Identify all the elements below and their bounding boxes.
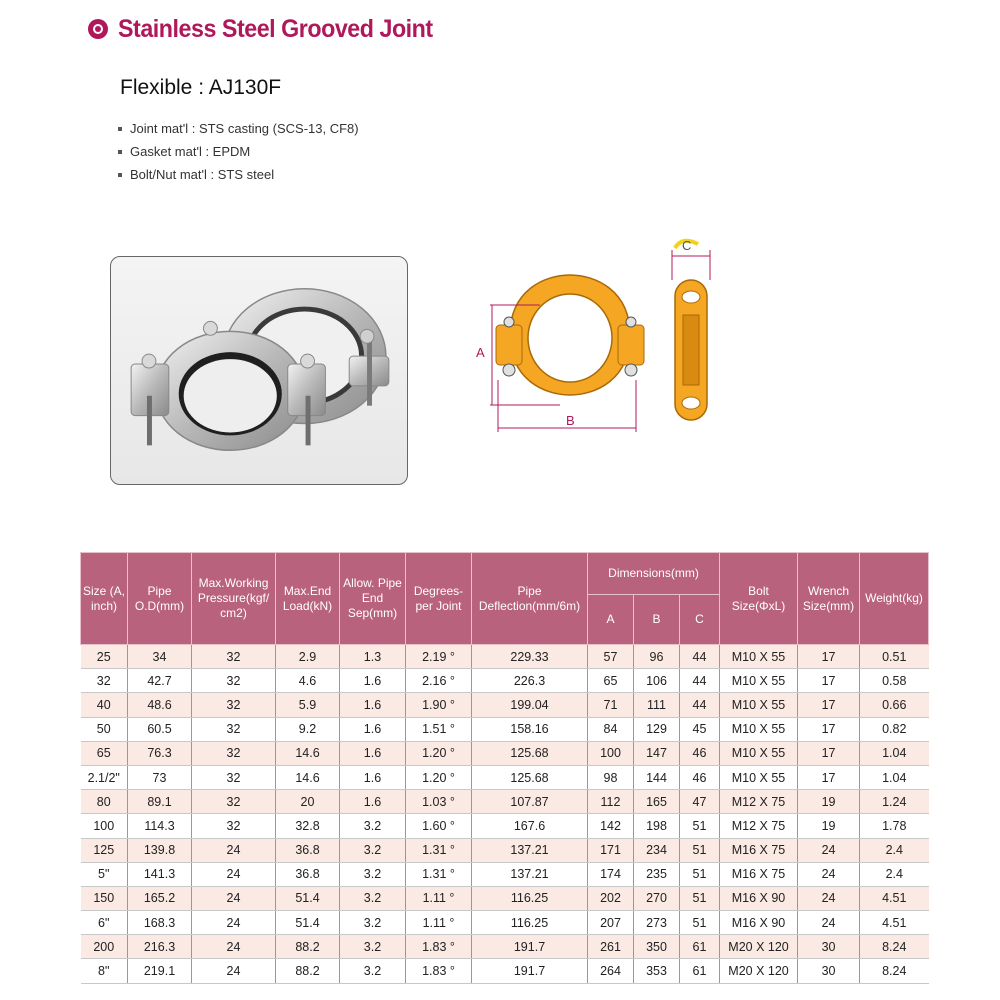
cell-bolt: M20 X 120 bbox=[720, 935, 798, 959]
cell-dim-b: 165 bbox=[634, 790, 680, 814]
cell-dim-a: 100 bbox=[588, 741, 634, 765]
cell-weight: 8.24 bbox=[860, 935, 929, 959]
cell-max-end-load: 20 bbox=[276, 790, 340, 814]
header-allow-sep: Allow. Pipe End Sep(mm) bbox=[340, 553, 406, 645]
cell-wrench: 24 bbox=[798, 838, 860, 862]
cell-deflection: 158.16 bbox=[472, 717, 588, 741]
dimension-drawing bbox=[470, 230, 730, 440]
cell-deflection: 191.7 bbox=[472, 959, 588, 983]
cell-pipe-od: 216.3 bbox=[128, 935, 192, 959]
cell-size: 32 bbox=[81, 669, 128, 693]
cell-max-pressure: 24 bbox=[192, 959, 276, 983]
cell-pipe-od: 165.2 bbox=[128, 886, 192, 910]
cell-wrench: 30 bbox=[798, 959, 860, 983]
cell-max-pressure: 24 bbox=[192, 862, 276, 886]
cell-weight: 1.04 bbox=[860, 741, 929, 765]
dimension-c-label: C bbox=[682, 238, 692, 253]
cell-weight: 1.24 bbox=[860, 790, 929, 814]
cell-dim-a: 84 bbox=[588, 717, 634, 741]
cell-max-pressure: 32 bbox=[192, 645, 276, 669]
cell-pipe-od: 42.7 bbox=[128, 669, 192, 693]
cell-dim-a: 112 bbox=[588, 790, 634, 814]
cell-size: 100 bbox=[81, 814, 128, 838]
cell-weight: 8.24 bbox=[860, 959, 929, 983]
cell-pipe-od: 60.5 bbox=[128, 717, 192, 741]
cell-weight: 1.04 bbox=[860, 765, 929, 789]
cell-dim-c: 51 bbox=[680, 911, 720, 935]
specification-table bbox=[80, 552, 929, 984]
header-dimensions: Dimensions(mm) bbox=[588, 553, 720, 595]
cell-dim-b: 198 bbox=[634, 814, 680, 838]
table-row bbox=[81, 935, 929, 959]
cell-dim-c: 44 bbox=[680, 645, 720, 669]
cell-bolt: M10 X 55 bbox=[720, 717, 798, 741]
cell-size: 125 bbox=[81, 838, 128, 862]
cell-dim-b: 129 bbox=[634, 717, 680, 741]
table-row bbox=[81, 693, 929, 717]
cell-dim-b: 234 bbox=[634, 838, 680, 862]
cell-deflection: 107.87 bbox=[472, 790, 588, 814]
cell-wrench: 17 bbox=[798, 645, 860, 669]
cell-wrench: 17 bbox=[798, 765, 860, 789]
cell-size: 80 bbox=[81, 790, 128, 814]
cell-dim-b: 147 bbox=[634, 741, 680, 765]
cell-max-pressure: 24 bbox=[192, 886, 276, 910]
cell-deflection: 137.21 bbox=[472, 838, 588, 862]
spec-item bbox=[118, 163, 359, 186]
cell-bolt: M10 X 55 bbox=[720, 669, 798, 693]
cell-pipe-od: 76.3 bbox=[128, 741, 192, 765]
table-row bbox=[81, 838, 929, 862]
cell-weight: 0.82 bbox=[860, 717, 929, 741]
cell-max-pressure: 32 bbox=[192, 790, 276, 814]
cell-max-end-load: 51.4 bbox=[276, 911, 340, 935]
cell-dim-c: 51 bbox=[680, 862, 720, 886]
cell-degrees: 1.20 ° bbox=[406, 765, 472, 789]
cell-weight: 1.78 bbox=[860, 814, 929, 838]
cell-dim-c: 44 bbox=[680, 693, 720, 717]
cell-pipe-od: 89.1 bbox=[128, 790, 192, 814]
cell-deflection: 116.25 bbox=[472, 886, 588, 910]
cell-max-end-load: 14.6 bbox=[276, 741, 340, 765]
cell-allow-sep: 1.6 bbox=[340, 790, 406, 814]
cell-dim-a: 207 bbox=[588, 911, 634, 935]
cell-deflection: 137.21 bbox=[472, 862, 588, 886]
cell-max-end-load: 5.9 bbox=[276, 693, 340, 717]
cell-max-end-load: 32.8 bbox=[276, 814, 340, 838]
table-body bbox=[81, 645, 929, 984]
cell-dim-a: 98 bbox=[588, 765, 634, 789]
product-photo bbox=[110, 256, 408, 485]
table-row bbox=[81, 765, 929, 789]
table-row bbox=[81, 717, 929, 741]
cell-wrench: 24 bbox=[798, 862, 860, 886]
cell-max-pressure: 32 bbox=[192, 741, 276, 765]
cell-dim-b: 353 bbox=[634, 959, 680, 983]
cell-max-end-load: 4.6 bbox=[276, 669, 340, 693]
coupling-dimension-diagram bbox=[470, 230, 730, 440]
cell-dim-b: 144 bbox=[634, 765, 680, 789]
cell-bolt: M20 X 120 bbox=[720, 959, 798, 983]
table-row bbox=[81, 741, 929, 765]
cell-degrees: 1.51 ° bbox=[406, 717, 472, 741]
table-row bbox=[81, 669, 929, 693]
cell-pipe-od: 141.3 bbox=[128, 862, 192, 886]
cell-dim-b: 111 bbox=[634, 693, 680, 717]
cell-size: 8" bbox=[81, 959, 128, 983]
header-dim-a: A bbox=[588, 595, 634, 645]
model-name: Flexible : AJ130F bbox=[120, 76, 282, 99]
cell-dim-a: 171 bbox=[588, 838, 634, 862]
cell-wrench: 17 bbox=[798, 693, 860, 717]
cell-allow-sep: 3.2 bbox=[340, 959, 406, 983]
cell-allow-sep: 1.6 bbox=[340, 717, 406, 741]
cell-dim-b: 96 bbox=[634, 645, 680, 669]
cell-degrees: 1.20 ° bbox=[406, 741, 472, 765]
cell-weight: 0.66 bbox=[860, 693, 929, 717]
cell-max-end-load: 51.4 bbox=[276, 886, 340, 910]
header-max-end-load: Max.End Load(kN) bbox=[276, 553, 340, 645]
cell-bolt: M10 X 55 bbox=[720, 693, 798, 717]
cell-allow-sep: 3.2 bbox=[340, 862, 406, 886]
cell-size: 65 bbox=[81, 741, 128, 765]
header-wrench: Wrench Size(mm) bbox=[798, 553, 860, 645]
cell-wrench: 17 bbox=[798, 669, 860, 693]
cell-max-pressure: 32 bbox=[192, 693, 276, 717]
cell-dim-a: 65 bbox=[588, 669, 634, 693]
cell-dim-b: 235 bbox=[634, 862, 680, 886]
cell-bolt: M16 X 75 bbox=[720, 838, 798, 862]
cell-dim-c: 46 bbox=[680, 741, 720, 765]
header-bolt: Bolt Size(ΦxL) bbox=[720, 553, 798, 645]
cell-degrees: 1.83 ° bbox=[406, 935, 472, 959]
cell-size: 6" bbox=[81, 911, 128, 935]
cell-max-pressure: 32 bbox=[192, 669, 276, 693]
page-title: Stainless Steel Grooved Joint bbox=[118, 14, 433, 43]
cell-size: 40 bbox=[81, 693, 128, 717]
cell-allow-sep: 1.6 bbox=[340, 765, 406, 789]
cell-bolt: M10 X 55 bbox=[720, 765, 798, 789]
cell-max-end-load: 88.2 bbox=[276, 959, 340, 983]
cell-max-pressure: 32 bbox=[192, 765, 276, 789]
cell-max-end-load: 14.6 bbox=[276, 765, 340, 789]
material-spec-list bbox=[118, 117, 359, 186]
title-bullet-icon bbox=[88, 19, 108, 39]
cell-degrees: 1.11 ° bbox=[406, 886, 472, 910]
table-row bbox=[81, 886, 929, 910]
cell-max-pressure: 24 bbox=[192, 935, 276, 959]
cell-dim-a: 264 bbox=[588, 959, 634, 983]
cell-degrees: 1.03 ° bbox=[406, 790, 472, 814]
cell-max-end-load: 36.8 bbox=[276, 862, 340, 886]
cell-weight: 2.4 bbox=[860, 862, 929, 886]
table-row bbox=[81, 814, 929, 838]
cell-degrees: 1.83 ° bbox=[406, 959, 472, 983]
cell-max-pressure: 32 bbox=[192, 814, 276, 838]
cell-size: 150 bbox=[81, 886, 128, 910]
cell-size: 5" bbox=[81, 862, 128, 886]
cell-dim-a: 142 bbox=[588, 814, 634, 838]
square-bullet-icon bbox=[118, 173, 122, 177]
cell-wrench: 30 bbox=[798, 935, 860, 959]
cell-max-pressure: 24 bbox=[192, 911, 276, 935]
table-row bbox=[81, 790, 929, 814]
cell-allow-sep: 3.2 bbox=[340, 814, 406, 838]
spec-item bbox=[118, 140, 359, 163]
table-row bbox=[81, 911, 929, 935]
cell-deflection: 167.6 bbox=[472, 814, 588, 838]
cell-allow-sep: 1.6 bbox=[340, 669, 406, 693]
cell-allow-sep: 3.2 bbox=[340, 935, 406, 959]
cell-dim-c: 44 bbox=[680, 669, 720, 693]
header-deflection: Pipe Deflection(mm/6m) bbox=[472, 553, 588, 645]
cell-allow-sep: 3.2 bbox=[340, 886, 406, 910]
dimension-a-label: A bbox=[476, 345, 485, 360]
cell-deflection: 226.3 bbox=[472, 669, 588, 693]
header-max-pressure: Max.Working Pressure(kgf/ cm2) bbox=[192, 553, 276, 645]
cell-dim-c: 61 bbox=[680, 959, 720, 983]
cell-bolt: M16 X 75 bbox=[720, 862, 798, 886]
cell-deflection: 199.04 bbox=[472, 693, 588, 717]
cell-allow-sep: 3.2 bbox=[340, 911, 406, 935]
cell-max-end-load: 88.2 bbox=[276, 935, 340, 959]
spec-item-text: Joint mat'l : STS casting (SCS-13, CF8) bbox=[130, 120, 359, 136]
cell-max-end-load: 36.8 bbox=[276, 838, 340, 862]
cell-allow-sep: 1.3 bbox=[340, 645, 406, 669]
cell-degrees: 1.90 ° bbox=[406, 693, 472, 717]
cell-weight: 4.51 bbox=[860, 886, 929, 910]
cell-weight: 2.4 bbox=[860, 838, 929, 862]
cell-deflection: 229.33 bbox=[472, 645, 588, 669]
cell-dim-a: 202 bbox=[588, 886, 634, 910]
cell-weight: 0.58 bbox=[860, 669, 929, 693]
cell-dim-c: 61 bbox=[680, 935, 720, 959]
cell-bolt: M10 X 55 bbox=[720, 741, 798, 765]
cell-deflection: 116.25 bbox=[472, 911, 588, 935]
cell-dim-c: 46 bbox=[680, 765, 720, 789]
cell-allow-sep: 3.2 bbox=[340, 838, 406, 862]
cell-deflection: 125.68 bbox=[472, 741, 588, 765]
cell-bolt: M12 X 75 bbox=[720, 814, 798, 838]
cell-wrench: 24 bbox=[798, 911, 860, 935]
cell-bolt: M16 X 90 bbox=[720, 886, 798, 910]
cell-size: 25 bbox=[81, 645, 128, 669]
cell-allow-sep: 1.6 bbox=[340, 741, 406, 765]
cell-deflection: 125.68 bbox=[472, 765, 588, 789]
cell-wrench: 19 bbox=[798, 814, 860, 838]
coupling-photo-illustration bbox=[111, 257, 407, 484]
cell-dim-c: 47 bbox=[680, 790, 720, 814]
dimension-b-label: B bbox=[566, 413, 575, 428]
cell-max-end-load: 9.2 bbox=[276, 717, 340, 741]
header-pipe-od: Pipe O.D(mm) bbox=[128, 553, 192, 645]
cell-dim-b: 273 bbox=[634, 911, 680, 935]
table-row bbox=[81, 862, 929, 886]
square-bullet-icon bbox=[118, 150, 122, 154]
cell-weight: 0.51 bbox=[860, 645, 929, 669]
spec-item-text: Bolt/Nut mat'l : STS steel bbox=[130, 166, 275, 182]
cell-weight: 4.51 bbox=[860, 911, 929, 935]
cell-dim-c: 51 bbox=[680, 886, 720, 910]
cell-max-pressure: 24 bbox=[192, 838, 276, 862]
cell-max-end-load: 2.9 bbox=[276, 645, 340, 669]
cell-pipe-od: 48.6 bbox=[128, 693, 192, 717]
header-weight: Weight(kg) bbox=[860, 553, 929, 645]
cell-dim-b: 350 bbox=[634, 935, 680, 959]
cell-bolt: M12 X 75 bbox=[720, 790, 798, 814]
cell-degrees: 1.11 ° bbox=[406, 911, 472, 935]
cell-degrees: 2.16 ° bbox=[406, 669, 472, 693]
cell-allow-sep: 1.6 bbox=[340, 693, 406, 717]
cell-pipe-od: 168.3 bbox=[128, 911, 192, 935]
spec-item bbox=[118, 117, 359, 140]
title-block bbox=[88, 12, 456, 46]
cell-wrench: 19 bbox=[798, 790, 860, 814]
cell-dim-b: 270 bbox=[634, 886, 680, 910]
cell-degrees: 1.31 ° bbox=[406, 838, 472, 862]
square-bullet-icon bbox=[118, 127, 122, 131]
cell-wrench: 17 bbox=[798, 717, 860, 741]
header-size: Size (A, inch) bbox=[81, 553, 128, 645]
cell-dim-a: 261 bbox=[588, 935, 634, 959]
cell-degrees: 1.31 ° bbox=[406, 862, 472, 886]
cell-dim-c: 51 bbox=[680, 814, 720, 838]
cell-dim-a: 71 bbox=[588, 693, 634, 717]
cell-bolt: M16 X 90 bbox=[720, 911, 798, 935]
cell-pipe-od: 73 bbox=[128, 765, 192, 789]
header-dim-b: B bbox=[634, 595, 680, 645]
cell-dim-c: 51 bbox=[680, 838, 720, 862]
cell-deflection: 191.7 bbox=[472, 935, 588, 959]
cell-wrench: 24 bbox=[798, 886, 860, 910]
cell-wrench: 17 bbox=[798, 741, 860, 765]
cell-size: 200 bbox=[81, 935, 128, 959]
header-dim-c: C bbox=[680, 595, 720, 645]
cell-dim-a: 57 bbox=[588, 645, 634, 669]
cell-bolt: M10 X 55 bbox=[720, 645, 798, 669]
cell-pipe-od: 219.1 bbox=[128, 959, 192, 983]
cell-dim-c: 45 bbox=[680, 717, 720, 741]
cell-size: 2.1/2" bbox=[81, 765, 128, 789]
cell-size: 50 bbox=[81, 717, 128, 741]
table-row bbox=[81, 645, 929, 669]
cell-degrees: 1.60 ° bbox=[406, 814, 472, 838]
cell-dim-b: 106 bbox=[634, 669, 680, 693]
cell-pipe-od: 114.3 bbox=[128, 814, 192, 838]
cell-max-pressure: 32 bbox=[192, 717, 276, 741]
cell-dim-a: 174 bbox=[588, 862, 634, 886]
cell-pipe-od: 34 bbox=[128, 645, 192, 669]
header-degrees: Degrees- per Joint bbox=[406, 553, 472, 645]
spec-item-text: Gasket mat'l : EPDM bbox=[130, 143, 251, 159]
table-row bbox=[81, 959, 929, 983]
cell-pipe-od: 139.8 bbox=[128, 838, 192, 862]
cell-degrees: 2.19 ° bbox=[406, 645, 472, 669]
